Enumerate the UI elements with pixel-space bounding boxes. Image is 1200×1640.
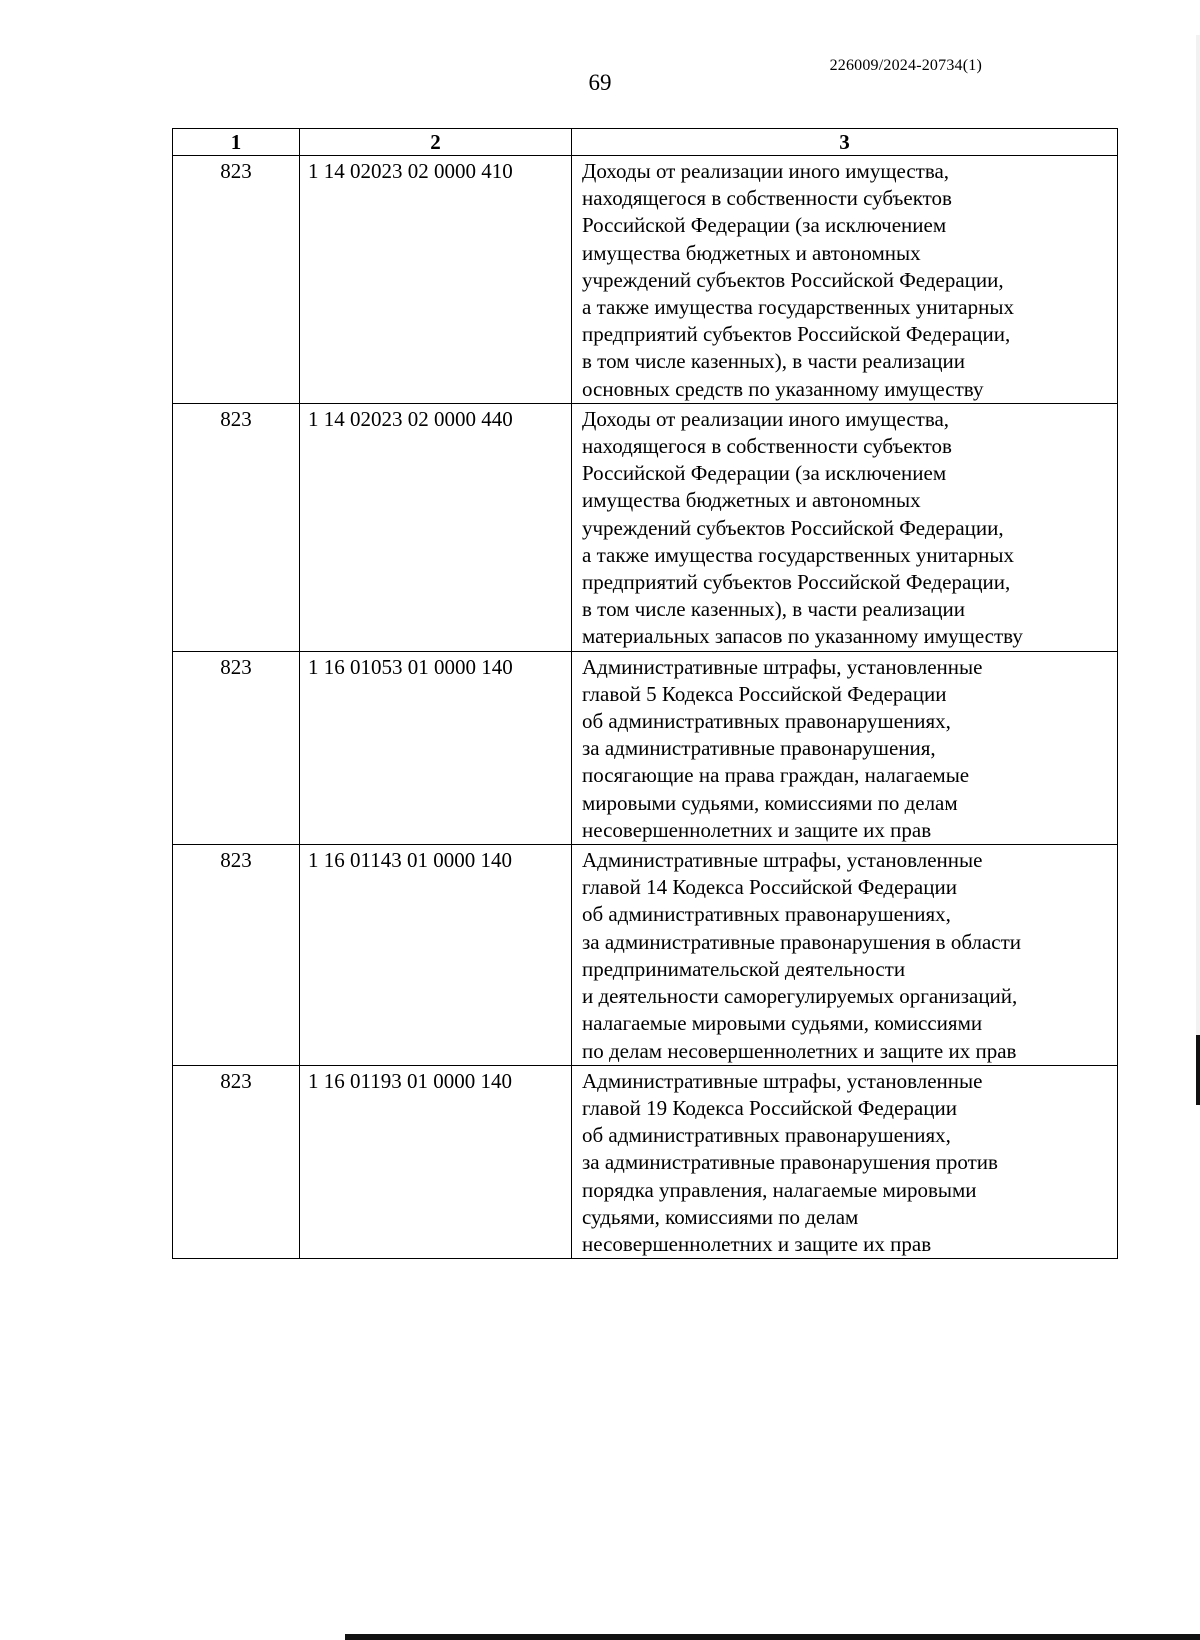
table-row — [173, 1065, 1117, 1258]
scan-edge-shadow — [1196, 35, 1200, 1035]
table-row — [173, 651, 1117, 844]
admin-code-cell: 823 — [173, 1066, 300, 1258]
admin-code-cell: 823 — [173, 404, 300, 651]
admin-code-cell: 823 — [173, 156, 300, 403]
budget-code-cell: 1 14 02023 02 0000 410 — [300, 156, 572, 403]
budget-code-cell: 1 16 01143 01 0000 140 — [300, 845, 572, 1065]
header-col-2: 2 — [300, 129, 572, 155]
header-col-1: 1 — [173, 129, 300, 155]
table-header-row — [173, 129, 1117, 155]
description-cell: Административные штрафы, установленные главой 5 Кодекса Российской Федерации об административных правонарушениях, за административные правонарушения, посягающие на права граждан, налагаемые мировыми судьями, комиссиями по делам несовершеннолетних и защите их прав — [582, 654, 983, 842]
scan-edge-mark — [1196, 1035, 1200, 1105]
table-row — [173, 844, 1117, 1065]
description-cell: Административные штрафы, установленные главой 14 Кодекса Российской Федерации об административных правонарушениях, за административные правонарушения в области предпринимательской деятельности и деятельности саморегулируемых организаций, налагаемые мировыми судьями, комиссиями по делам несовершеннолетних и защите их прав — [582, 848, 1022, 1063]
description-cell: Доходы от реализации иного имущества, находящегося в собственности субъектов Российской Федерации (за исключением имущества бюджетных и автономных учреждений субъектов Российской Федерации, а также имущества государственных унитарных предприятий субъектов Российской Федерации, в том числе казенных), в части реализации материальных запасов по указанному имуществу — [582, 406, 1023, 649]
income-codes-table — [172, 128, 1118, 1259]
budget-code-cell: 1 16 01053 01 0000 140 — [300, 652, 572, 844]
header-col-3: 3 — [839, 130, 850, 154]
scan-bottom-edge — [345, 1634, 1200, 1640]
description-cell: Доходы от реализации иного имущества, находящегося в собственности субъектов Российской Федерации (за исключением имущества бюджетных и автономных учреждений субъектов Российской Федерации, а также имущества государственных унитарных предприятий субъектов Российской Федерации, в том числе казенных), в части реализации основных средств по указанному имуществу — [582, 159, 1014, 401]
document-id: 226009/2024-20734(1) — [829, 57, 982, 74]
table-row — [173, 403, 1117, 651]
page-number: 69 — [588, 70, 612, 95]
budget-code-cell: 1 16 01193 01 0000 140 — [300, 1066, 572, 1258]
admin-code-cell: 823 — [173, 845, 300, 1065]
description-cell: Административные штрафы, установленные главой 19 Кодекса Российской Федерации об административных правонарушениях, за административные правонарушения против порядка управления, налагаемые мировыми судьями, комиссиями по делам несовершеннолетних и защите их прав — [582, 1068, 998, 1256]
budget-code-cell: 1 14 02023 02 0000 440 — [300, 404, 572, 651]
table-row — [173, 155, 1117, 403]
admin-code-cell: 823 — [173, 652, 300, 844]
